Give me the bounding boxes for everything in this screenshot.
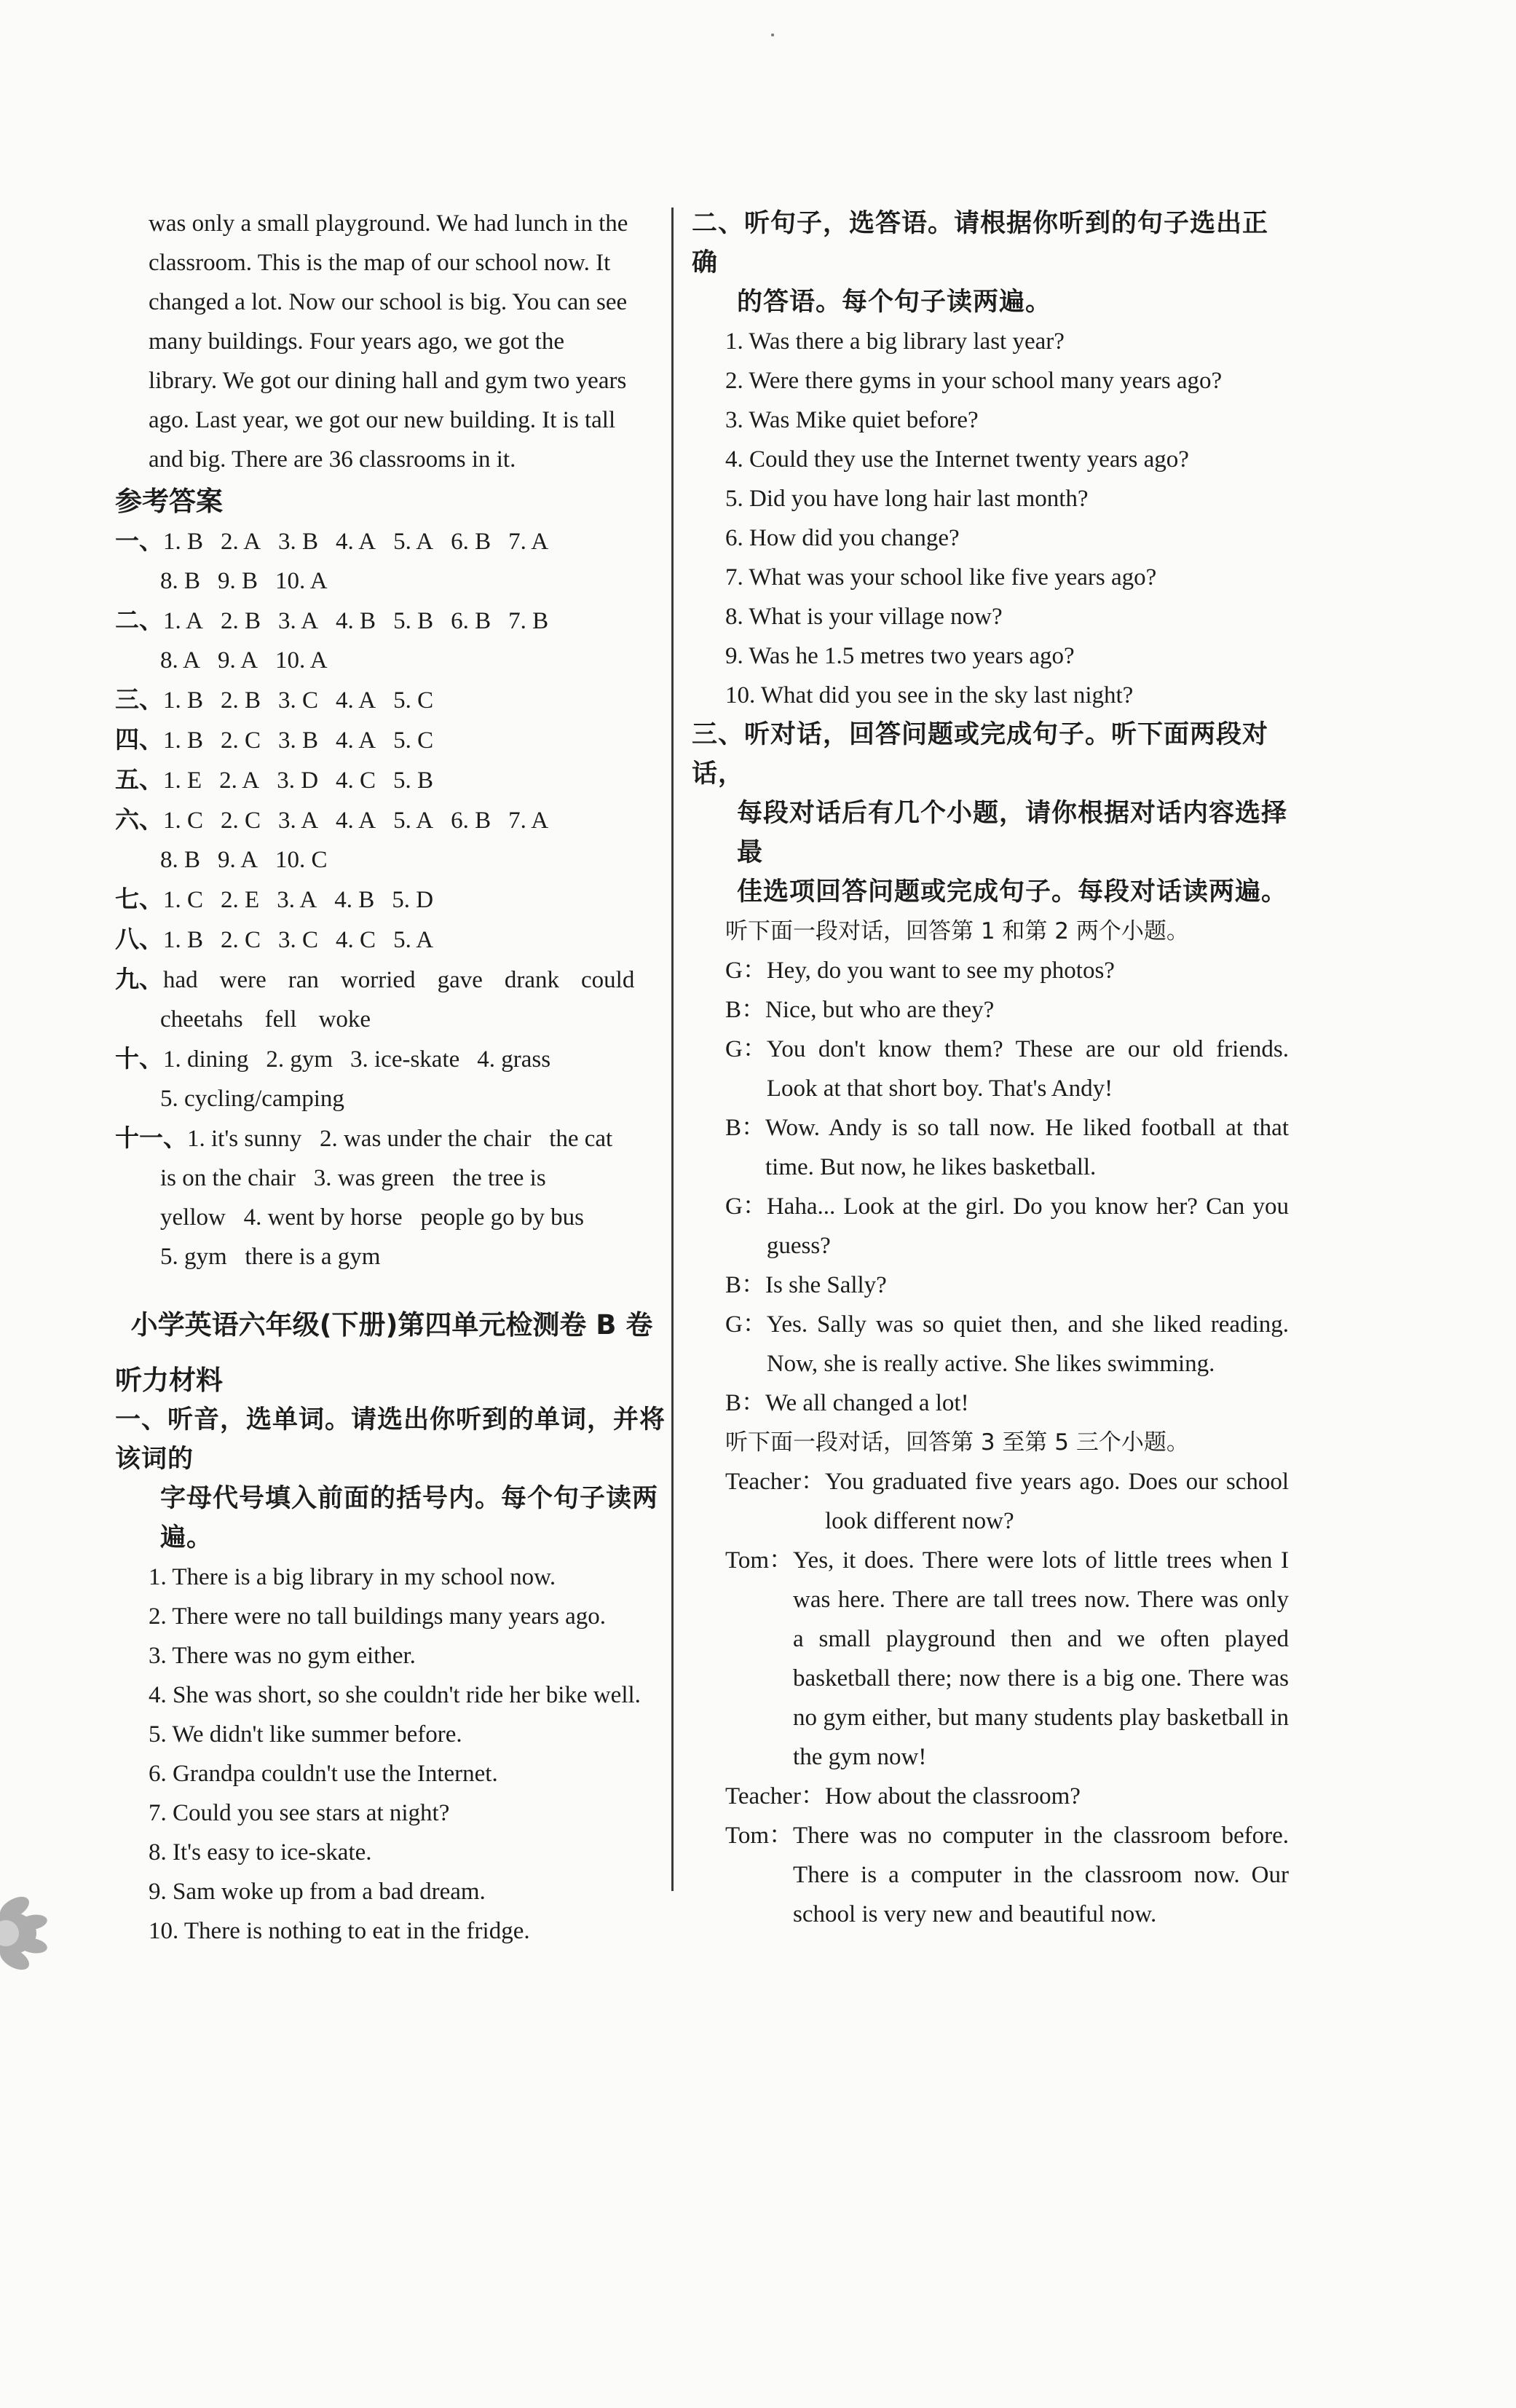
- answer-item: 4. A: [336, 808, 376, 834]
- answer-item: 6. B: [451, 529, 491, 555]
- answer-item: 2. B: [221, 687, 261, 714]
- answer-item: 8. A: [160, 647, 201, 674]
- answer-item: 1. B: [163, 727, 204, 754]
- answer-item: 9. A: [218, 847, 258, 873]
- dialog-speaker: Tom：: [725, 1547, 794, 1574]
- part1-heading: 一、听音，选单词。请选出你听到的单词，并将该词的: [115, 1405, 666, 1474]
- part3-heading: 佳选项回答问题或完成句子。每段对话读两遍。: [737, 877, 1288, 907]
- dialog-line: [692, 1030, 1289, 1108]
- dialog-line: [692, 1383, 1289, 1423]
- answer-item: 7. A: [508, 529, 549, 555]
- q9-words: [160, 1006, 392, 1033]
- dialog-line: [692, 1187, 1289, 1266]
- answer-row: [115, 521, 668, 561]
- answer-item: 5. D: [392, 887, 434, 913]
- answer-item: 2. C: [221, 727, 261, 754]
- answer-word: cheetahs: [160, 1006, 243, 1033]
- answer-item: 3. A: [277, 887, 317, 913]
- passage-line: library. We got our dining hall and gym two years: [149, 368, 627, 394]
- answer-row-9-cont: [115, 1000, 668, 1039]
- answer-row-11: [115, 1118, 668, 1158]
- right-column: [692, 204, 1289, 1934]
- dialog-speaker: G：: [725, 1311, 767, 1338]
- passage-line: was only a small playground. We had lunch in the: [149, 210, 628, 237]
- answer-row-label: 三、: [115, 685, 163, 714]
- answer-item: 2. A: [221, 529, 261, 555]
- answer-word: ran: [288, 967, 319, 993]
- answer-row-9: [115, 960, 668, 1000]
- answer-word: woke: [318, 1006, 371, 1033]
- answer-item: 10. A: [275, 647, 328, 674]
- list-item: 3. Was Mike quiet before?: [725, 407, 979, 433]
- answer-word: fell: [264, 1006, 297, 1033]
- answer-item: 3. A: [278, 808, 319, 834]
- answer-row-label: 十一、: [115, 1124, 187, 1152]
- answer-item: 1. B: [163, 687, 204, 714]
- q9-words: [163, 967, 656, 993]
- dialog-line: [692, 1462, 1289, 1541]
- dialog-speaker: Teacher：: [725, 1783, 825, 1809]
- dialog-speaker: B：: [725, 997, 766, 1023]
- answer-item: 5. B: [393, 608, 434, 634]
- answer-item: 1. A: [163, 608, 204, 634]
- scan-dot: [771, 33, 774, 36]
- answer-item: 5. A: [393, 808, 434, 834]
- answer-item: 5. A: [393, 529, 434, 555]
- answer-item: 6. B: [451, 808, 491, 834]
- answer-item: 2. B: [221, 608, 261, 634]
- dialog-line: [692, 951, 1289, 990]
- answer-row-label: 十、: [115, 1044, 163, 1073]
- q10-items: [163, 1046, 568, 1073]
- answer-item: 9. B: [218, 568, 258, 594]
- answer-key: [115, 521, 668, 960]
- answer-row-label: 九、: [115, 965, 163, 993]
- answer-word: worried: [340, 967, 416, 993]
- dialog-text: Haha... Look at the girl. Do you know her? Can you guess?: [766, 1193, 1289, 1259]
- answer-item: 1. B: [163, 529, 204, 555]
- left-column: [115, 204, 668, 1951]
- answer-item: 2. gym: [266, 1046, 333, 1073]
- answer-item: 7. B: [508, 608, 549, 634]
- dialog-speaker: G：: [725, 1036, 767, 1062]
- list-item: 7. What was your school like five years ago?: [725, 564, 1157, 591]
- dialog-text: Hey, do you want to see my photos?: [766, 958, 1115, 984]
- dialog-line: [692, 1541, 1289, 1777]
- passage-line: ago. Last year, we got our new building. It is tall: [149, 407, 616, 433]
- answer-row: [115, 760, 668, 800]
- answer-item: 10. A: [275, 568, 328, 594]
- list-item: 7. Could you see stars at night?: [149, 1800, 450, 1826]
- dialog-speaker: B：: [725, 1115, 766, 1141]
- dialog-text: Nice, but who are they?: [765, 997, 995, 1023]
- answer-item: 10. C: [275, 847, 328, 873]
- section-title: 小学英语六年级(下册)第四单元检测卷 B 卷: [130, 1309, 653, 1341]
- answer-word: were: [219, 967, 267, 993]
- answer-row: [115, 680, 668, 720]
- answers-title: 参考答案: [115, 486, 223, 517]
- list-item: 2. Were there gyms in your school many years ago?: [725, 368, 1223, 394]
- answer-item: 7. A: [508, 808, 549, 834]
- column-divider: [671, 208, 674, 1891]
- dialog-text: You graduated five years ago. Does our school look different now?: [824, 1469, 1289, 1534]
- part1-list: [115, 1558, 668, 1951]
- list-item: 1. There is a big library in my school now.: [149, 1564, 556, 1590]
- list-item: 10. What did you see in the sky last night?: [725, 682, 1134, 708]
- part1-heading: 字母代号填入前面的括号内。每个句子读两遍。: [160, 1484, 659, 1552]
- answer-row-label: 二、: [115, 606, 163, 634]
- answer-item: 4. grass: [477, 1046, 551, 1073]
- part3-heading: 三、听对话，回答问题或完成句子。听下面两段对话，: [692, 720, 1269, 789]
- list-item: 3. There was no gym either.: [149, 1643, 416, 1669]
- answer-item: 4. A: [336, 727, 376, 754]
- answer-item: 3. D: [277, 767, 319, 794]
- dialog-line: [692, 1816, 1289, 1934]
- list-item: 5. We didn't like summer before.: [149, 1721, 462, 1748]
- answer-row: [115, 641, 668, 680]
- answer-row: [115, 920, 668, 960]
- passage-line: classroom. This is the map of our school now. It: [149, 250, 611, 276]
- answer-row: [115, 601, 668, 641]
- answer-row-10: [115, 1039, 668, 1079]
- answer-row-label: 五、: [115, 765, 163, 794]
- answer-row: [115, 720, 668, 760]
- answer-item: 5. cycling/camping: [160, 1086, 344, 1112]
- list-item: 9. Sam woke up from a bad dream.: [149, 1879, 486, 1905]
- dialog-speaker: G：: [725, 958, 767, 984]
- dialog-line: [692, 1305, 1289, 1383]
- passage-line: changed a lot. Now our school is big. You can see: [149, 289, 628, 315]
- dialog-speaker: G：: [725, 1193, 767, 1220]
- answer-row-label: 七、: [115, 885, 163, 913]
- dialog-text: Is she Sally?: [765, 1272, 887, 1298]
- answer-item: 2. C: [221, 927, 261, 953]
- answer-item: 3. B: [278, 727, 319, 754]
- dialog-text: Wow. Andy is so tall now. He liked football at that time. But now, he likes basketball.: [765, 1115, 1289, 1180]
- part3-heading: 每段对话后有几个小题，请你根据对话内容选择最: [737, 799, 1288, 867]
- dialog-text: You don't know them? These are our old friends. Look at that short boy. That's Andy!: [766, 1036, 1289, 1102]
- answer-row: [115, 880, 668, 920]
- answer-item: 5. C: [393, 687, 434, 714]
- answer-line: 1. it's sunny 2. was under the chair the cat: [187, 1126, 613, 1152]
- dialog-text: How about the classroom?: [824, 1783, 1081, 1809]
- answer-item: 8. B: [160, 568, 201, 594]
- answer-item: 4. A: [336, 529, 376, 555]
- answer-item: 3. ice-skate: [350, 1046, 460, 1073]
- answer-item: 5. B: [393, 767, 434, 794]
- list-item: 9. Was he 1.5 metres two years ago?: [725, 643, 1075, 669]
- dialog-speaker: B：: [725, 1272, 766, 1298]
- part2-heading: 二、听句子，选答语。请根据你听到的句子选出正确: [692, 209, 1269, 277]
- answer-item: 2. E: [221, 887, 260, 913]
- answer-item: 4. B: [336, 608, 376, 634]
- part2-list: [692, 322, 1289, 715]
- answer-item: 4. C: [336, 927, 376, 953]
- answer-line: yellow 4. went by horse people go by bus: [160, 1204, 584, 1231]
- answer-row: [115, 800, 668, 840]
- answer-item: 4. A: [336, 687, 376, 714]
- answer-item: 1. C: [163, 808, 204, 834]
- answer-row-label: 八、: [115, 925, 163, 953]
- answer-item: 5. C: [393, 727, 434, 754]
- dialog-line: [692, 990, 1289, 1030]
- dialog-text: Yes. Sally was so quiet then, and she liked reading. Now, she is really active. She likes swimming.: [766, 1311, 1289, 1377]
- answer-row-10-cont: [115, 1079, 668, 1118]
- dialog-text: There was no computer in the classroom before. There is a computer in the classroom now. Our school is very new and beautiful now.: [793, 1823, 1289, 1927]
- dialog-speaker: Tom：: [725, 1823, 794, 1849]
- dialog-2: [692, 1462, 1289, 1934]
- answer-row: [115, 561, 668, 601]
- list-item: 6. How did you change?: [725, 525, 960, 551]
- answer-item: 1. E: [163, 767, 202, 794]
- dialog-line: [692, 1266, 1289, 1305]
- dialog-line: [692, 1108, 1289, 1187]
- answer-item: 4. C: [336, 767, 376, 794]
- flower-decoration-icon: [0, 1864, 51, 2002]
- answer-item: 3. A: [278, 608, 319, 634]
- list-item: 8. It's easy to ice-skate.: [149, 1839, 372, 1866]
- list-item: 4. Could they use the Internet twenty years ago?: [725, 446, 1189, 473]
- answer-item: 3. C: [278, 927, 319, 953]
- list-item: 10. There is nothing to eat in the fridge.: [149, 1918, 530, 1944]
- passage-line: and big. There are 36 classrooms in it.: [149, 446, 516, 473]
- answer-item: 9. A: [218, 647, 258, 674]
- list-item: 5. Did you have long hair last month?: [725, 486, 1089, 512]
- answer-item: 8. B: [160, 847, 201, 873]
- answer-item: 6. B: [451, 608, 491, 634]
- answer-item: 3. C: [278, 687, 319, 714]
- dialog-line: [692, 1777, 1289, 1816]
- answer-row: [115, 840, 668, 880]
- passage-line: many buildings. Four years ago, we got the: [149, 328, 564, 355]
- dialog-text: We all changed a lot!: [765, 1390, 969, 1416]
- answer-item: 1. B: [163, 927, 204, 953]
- list-item: 8. What is your village now?: [725, 604, 1003, 630]
- answer-word: gave: [437, 967, 483, 993]
- answer-item: 1. C: [163, 887, 204, 913]
- answer-line: 5. gym there is a gym: [160, 1244, 381, 1270]
- list-item: 4. She was short, so she couldn't ride her bike well.: [149, 1682, 641, 1708]
- answer-item: 5. A: [393, 927, 434, 953]
- answer-item: 4. B: [334, 887, 375, 913]
- list-item: 6. Grandpa couldn't use the Internet.: [149, 1761, 498, 1787]
- answer-word: could: [581, 967, 635, 993]
- dialog1-intro: 听下面一段对话，回答第 1 和第 2 两个小题。: [725, 918, 1189, 944]
- answer-item: 1. dining: [163, 1046, 249, 1073]
- answer-row-label: 四、: [115, 725, 163, 754]
- list-item: 2. There were no tall buildings many years ago.: [149, 1603, 607, 1630]
- answer-item: 2. C: [221, 808, 261, 834]
- answer-item: 3. B: [278, 529, 319, 555]
- listening-title: 听力材料: [115, 1365, 223, 1396]
- part2-heading: 的答语。每个句子读两遍。: [737, 288, 1052, 317]
- dialog-text: Yes, it does. There were lots of little trees when I was here. There are tall trees now. There was only a small playground then and we often played basketball there; now there is a big one. There was no gym either, but many students play basketball in the gym now!: [793, 1547, 1289, 1770]
- dialog-1: [692, 951, 1289, 1423]
- dialog-speaker: Teacher：: [725, 1469, 825, 1495]
- answer-word: had: [163, 967, 198, 993]
- list-item: 1. Was there a big library last year?: [725, 328, 1065, 355]
- answer-word: drank: [504, 967, 559, 993]
- dialog2-intro: 听下面一段对话，回答第 3 至第 5 三个小题。: [725, 1429, 1189, 1456]
- passage: [115, 204, 668, 479]
- answer-line: is on the chair 3. was green the tree is: [160, 1165, 546, 1191]
- answer-item: 2. A: [219, 767, 260, 794]
- answer-row-label: 六、: [115, 805, 163, 834]
- answer-row-label: 一、: [115, 526, 163, 555]
- dialog-speaker: B：: [725, 1390, 766, 1416]
